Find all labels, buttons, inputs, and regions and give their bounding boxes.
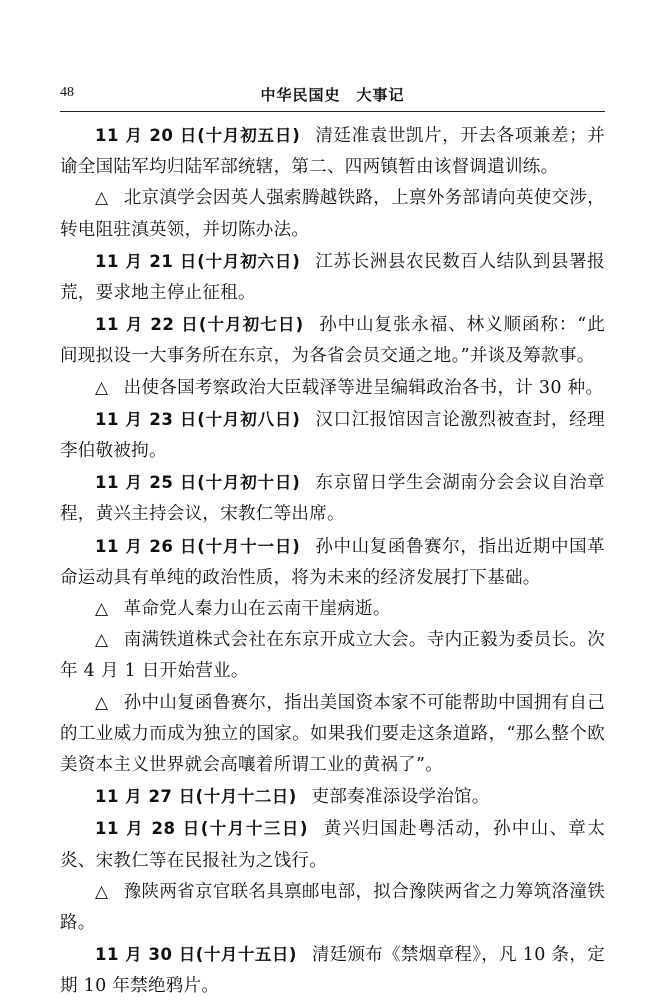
entry-date: 11 月 20 日(十月初五日) bbox=[95, 126, 301, 145]
triangle-marker: △ bbox=[95, 188, 109, 209]
page-number: 48 bbox=[60, 85, 74, 100]
entry-text: 孙中山复函鲁赛尔，指出近期中国革命运动具有单纯的政治性质，将为未来的经济发展打下基础。 bbox=[60, 536, 605, 588]
entry-date: 11 月 28 日(十月十三日) bbox=[95, 819, 308, 839]
entry-text: 革命党人秦力山在云南干崖病逝。 bbox=[123, 599, 391, 620]
entry-nov-22 bbox=[60, 309, 605, 372]
triangle-marker: △ bbox=[95, 599, 109, 620]
triangle-marker: △ bbox=[95, 630, 109, 651]
entry-date: 11 月 23 日(十月初八日) bbox=[95, 409, 301, 429]
header-rule bbox=[60, 111, 605, 112]
entry-beijing-dian-society bbox=[60, 183, 605, 245]
entry-qin-lishan bbox=[60, 594, 605, 625]
entry-nov-27 bbox=[60, 781, 605, 813]
triangle-marker: △ bbox=[95, 881, 109, 902]
entry-text: 孙中山复函鲁赛尔，指出美国资本家不可能帮助中国拥有自己的工业威力而成为独立的国家。如果我们要走这条道路，“那么整个欧美资本主义世界就会高嚷着所谓工业的黄祸了”。 bbox=[60, 692, 605, 776]
entry-nov-21 bbox=[60, 246, 605, 309]
entry-text: 汉口江报馆因言论激烈被查封，经理李伯敬被拘。 bbox=[60, 409, 605, 462]
entry-text: 黄兴归国赴粤活动，孙中山、章太炎、宋教仁等在民报社为之饯行。 bbox=[60, 819, 605, 871]
running-title: 中华民国史 大事记 bbox=[260, 86, 405, 104]
entry-text: 东京留日学生会湖南分会会议自治章程，黄兴主持会议，宋教仁等出席。 bbox=[60, 473, 605, 525]
entry-luotong-railway bbox=[60, 877, 605, 939]
entry-date: 11 月 27 日(十月十二日) bbox=[95, 787, 297, 807]
entry-date: 11 月 21 日(十月初六日) bbox=[95, 251, 301, 271]
entry-sun-russell-letter bbox=[60, 688, 605, 782]
entry-nov-25 bbox=[60, 467, 605, 530]
entry-text: 吏部奏准添设学治馆。 bbox=[311, 787, 490, 808]
entry-text: 清廷颁布《禁烟章程》，凡 10 条，定期 10 年禁绝鸦片。 bbox=[60, 945, 605, 997]
entry-nov-20 bbox=[60, 120, 605, 183]
entry-zaize-books bbox=[60, 373, 605, 404]
entry-text: 江苏长洲县农民数百人结队到县署报荒，要求地主停止征租。 bbox=[60, 251, 605, 304]
entry-nov-28 bbox=[60, 813, 605, 876]
entry-text: 豫陕两省京官联名具禀邮电部，拟合豫陕两省之力筹筑洛潼铁路。 bbox=[60, 881, 605, 934]
entry-date: 11 月 30 日(十月十五日) bbox=[95, 945, 297, 965]
entry-date: 11 月 25 日(十月初十日) bbox=[95, 473, 301, 493]
entry-text: 孙中山复张永福、林义顺函称：“此间现拟设一大事务所在东京，为各省会员交通之地。”并谈及筹款事。 bbox=[60, 315, 605, 367]
entry-text: 出使各国考察政治大臣载泽等进呈编辑政治各书，计 30 种。 bbox=[123, 377, 604, 398]
entry-text: 北京滇学会因英人强索腾越铁路，上禀外务部请向英使交涉，转电阻驻滇英领，并切陈办法。 bbox=[60, 188, 605, 240]
entry-nov-23 bbox=[60, 404, 605, 467]
triangle-marker: △ bbox=[95, 377, 109, 398]
chronicle-body bbox=[60, 120, 605, 1003]
entry-text: 南满铁道株式会社在东京开成立大会。寺内正毅为委员长。次年 4 月 1 日开始营业。 bbox=[60, 630, 605, 682]
triangle-marker: △ bbox=[95, 692, 109, 713]
page-header bbox=[60, 83, 605, 109]
entry-date: 11 月 26 日(十月十一日) bbox=[95, 536, 301, 556]
entry-nov-26 bbox=[60, 531, 605, 594]
entry-south-manchuria-railway bbox=[60, 625, 605, 687]
entry-date: 11 月 22 日(十月初七日) bbox=[95, 315, 304, 335]
entry-nov-30 bbox=[60, 939, 605, 1002]
entry-text: 清廷准袁世凯片，开去各项兼差；并谕全国陆军均归陆军部统辖，第二、四两镇暂由该督调遣训练。 bbox=[60, 126, 605, 178]
